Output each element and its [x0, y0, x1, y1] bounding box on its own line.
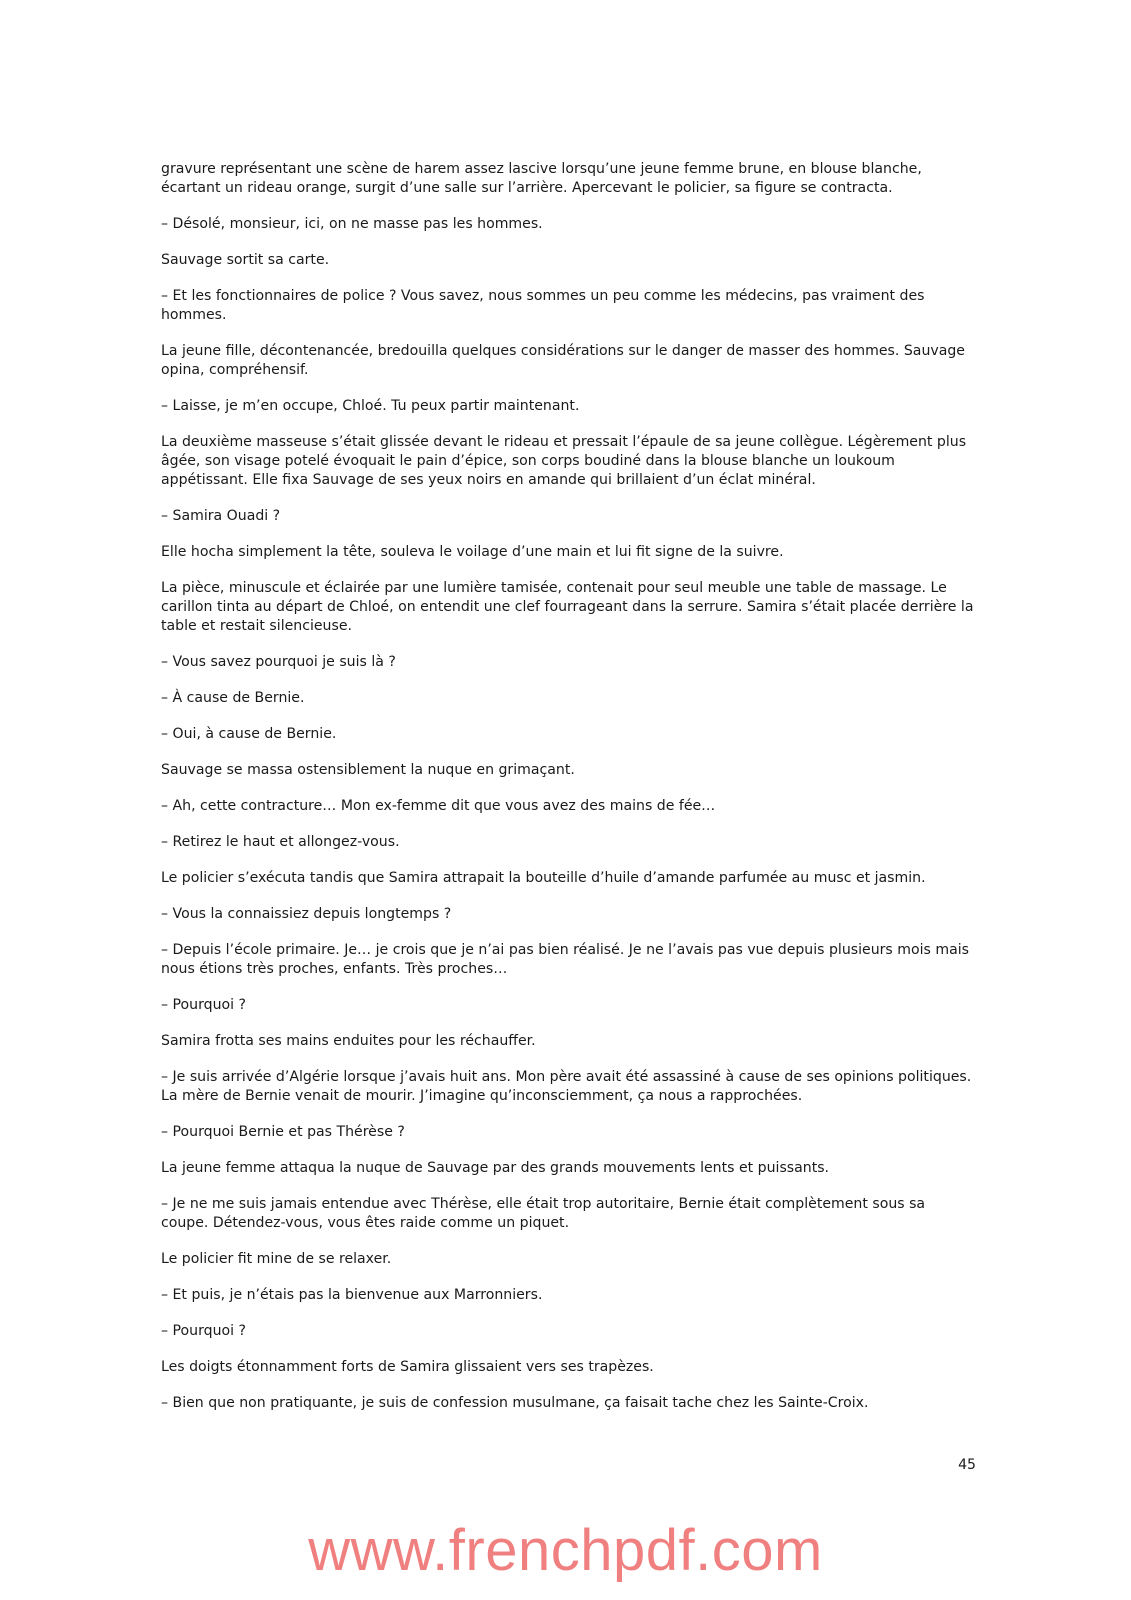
paragraph: – Pourquoi ? — [161, 1323, 247, 1339]
paragraph: Sauvage se massa ostensiblement la nuque en grimaçant. — [161, 762, 575, 778]
paragraph: – Désolé, monsieur, ici, on ne masse pas les hommes. — [161, 216, 543, 232]
paragraph: Le policier fit mine de se relaxer. — [161, 1251, 392, 1267]
paragraph: – À cause de Bernie. — [161, 690, 305, 706]
paragraph: – Pourquoi ? — [161, 997, 247, 1013]
paragraph: – Pourquoi Bernie et pas Thérèse ? — [161, 1124, 405, 1140]
paragraph: Le policier s’exécuta tandis que Samira attrapait la bouteille d’huile d’amande parfumée au musc et jasmin. — [161, 870, 926, 886]
paragraph: – Retirez le haut et allongez-vous. — [161, 834, 400, 850]
paragraph: – Bien que non pratiquante, je suis de confession musulmane, ça faisait tache chez les Sainte-Croix. — [161, 1395, 869, 1411]
paragraph: Elle hocha simplement la tête, souleva le voilage d’une main et lui fit signe de la suivre. — [161, 544, 784, 560]
paragraph: gravure représentant une scène de harem assez lascive lorsqu’une jeune femme brune, en blouse blanche, écartant un rideau orange, surgit d’une salle sur l’arrière. Apercevant le policier, sa figure se contracta. — [161, 161, 922, 196]
paragraph: – Je suis arrivée d’Algérie lorsque j’avais huit ans. Mon père avait été assassiné à cause de ses opinions politiques. La mère de Bernie venait de mourir. J’imagine qu’inconsciemment, ça nous a rapprochées. — [161, 1069, 972, 1104]
paragraph: – Je ne me suis jamais entendue avec Thérèse, elle était trop autoritaire, Bernie était complètement sous sa coupe. Détendez-vous, vous êtes raide comme un piquet. — [161, 1196, 926, 1231]
paragraph: – Vous savez pourquoi je suis là ? — [161, 654, 396, 670]
paragraph: La jeune femme attaqua la nuque de Sauvage par des grands mouvements lents et puissants. — [161, 1160, 830, 1176]
paragraph: – Samira Ouadi ? — [161, 508, 281, 524]
paragraph: – Vous la connaissiez depuis longtemps ? — [161, 906, 452, 922]
paragraph: – Depuis l’école primaire. Je… je crois que je n’ai pas bien réalisé. Je ne l’avais pas vue depuis plusieurs mois mais nous étions très proches, enfants. Très proches… — [161, 942, 969, 977]
page-number: 45 — [958, 1457, 976, 1473]
paragraph: La pièce, minuscule et éclairée par une lumière tamisée, contenait pour seul meuble une table de massage. Le carillon tinta au départ de Chloé, on entendit une clef fourrageant dans la serrure. Samira s’était placée derrière la table et restait silencieuse. — [161, 580, 974, 634]
paragraph: La deuxième masseuse s’était glissée devant le rideau et pressait l’épaule de sa jeune collègue. Légèrement plus âgée, son visage potelé évoquait le pain d’épice, son corps boudiné dans la blouse blanche un loukoum appétissant. Elle fixa Sauvage de ses yeux noirs en amande qui brillaient d’un éclat minéral. — [161, 434, 967, 488]
paragraph: – Et puis, je n’étais pas la bienvenue aux Marronniers. — [161, 1287, 543, 1303]
paragraph: Sauvage sortit sa carte. — [161, 252, 330, 268]
page-body — [161, 160, 976, 1430]
watermark-link[interactable]: www.frenchpdf.com — [308, 1518, 823, 1583]
paragraph: – Et les fonctionnaires de police ? Vous savez, nous sommes un peu comme les médecins, pas vraiment des hommes. — [161, 288, 925, 323]
paragraph: – Laisse, je m’en occupe, Chloé. Tu peux partir maintenant. — [161, 398, 580, 414]
paragraph: La jeune fille, décontenancée, bredouilla quelques considérations sur le danger de masser des hommes. Sauvage opina, compréhensif. — [161, 343, 965, 378]
paragraph: – Oui, à cause de Bernie. — [161, 726, 337, 742]
paragraph: Les doigts étonnamment forts de Samira glissaient vers ses trapèzes. — [161, 1359, 654, 1375]
paragraph: – Ah, cette contracture… Mon ex-femme dit que vous avez des mains de fée… — [161, 798, 716, 814]
paragraph: Samira frotta ses mains enduites pour les réchauffer. — [161, 1033, 536, 1049]
